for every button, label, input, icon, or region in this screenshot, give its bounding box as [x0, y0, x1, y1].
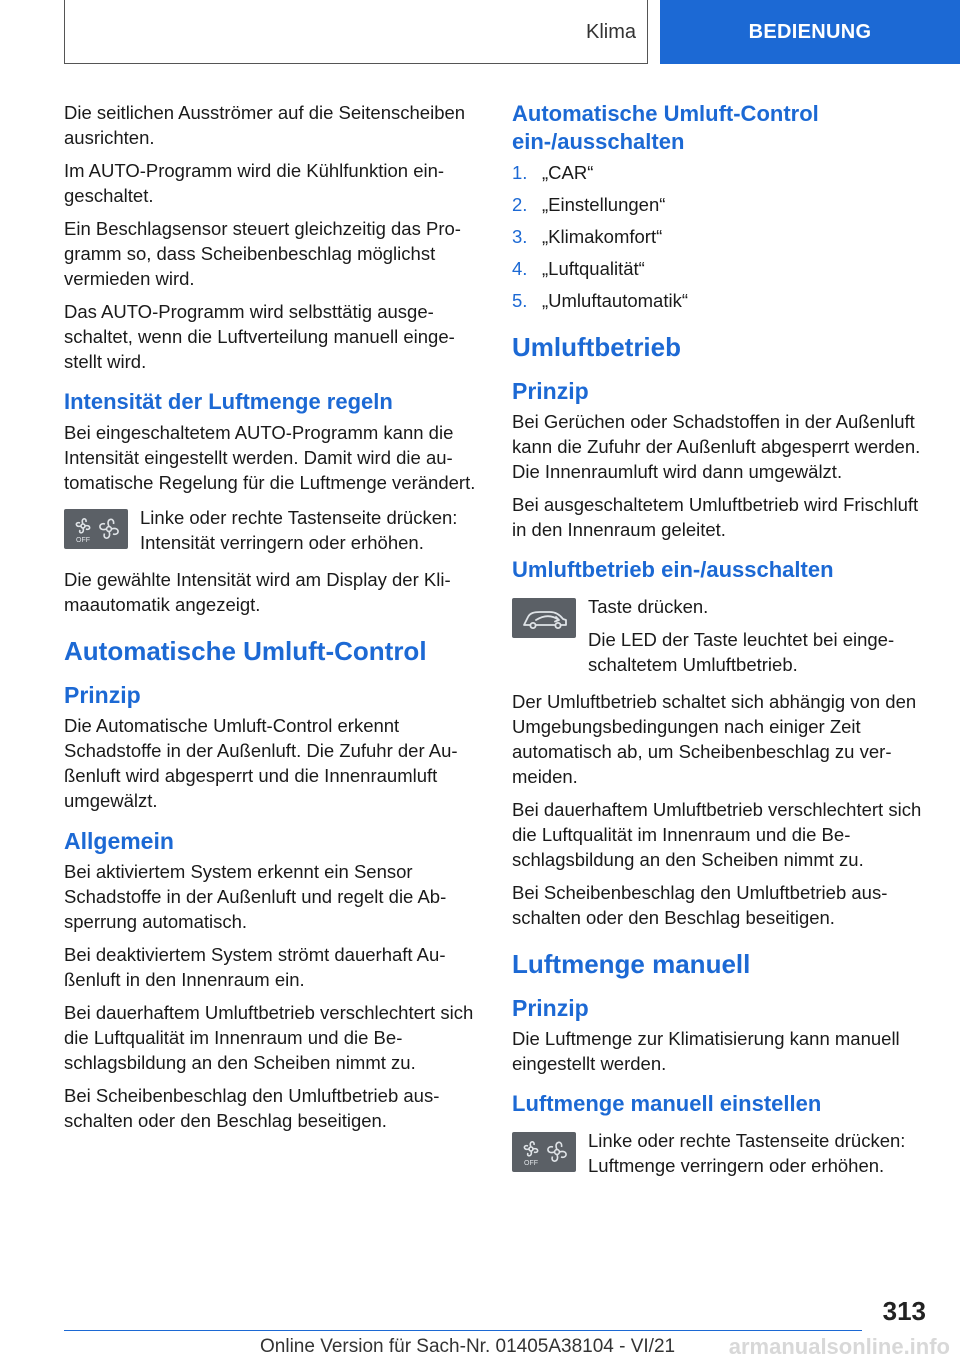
- left-column: [64, 100, 476, 1141]
- footer-divider: [64, 1330, 862, 1331]
- right-column: [512, 100, 924, 1190]
- heading-umluftbetrieb: Umluftbetrieb: [512, 332, 681, 362]
- paragraph: Bei Gerüchen oder Schadstoffen in der Außenluft kann die Zufuhr der Außenluft abgesperrt werden. Die Innenraumluft wird dann umgewälzt.: [512, 411, 921, 482]
- fan-instruction: [64, 505, 476, 555]
- heading-auc: Automatische Umluft-Control: [64, 636, 427, 666]
- paragraph: Bei dauerhaftem Umluftbetrieb verschlechtert sich die Luftqualität im Innenraum und die Beschlagsbildung an den Scheiben nimmt zu.: [64, 1002, 474, 1073]
- paragraph: Die gewählte Intensität wird am Display der Klimaautomatik angezeigt.: [64, 569, 451, 615]
- paragraph: Die seitlichen Ausströmer auf die Seitenscheiben ausrichten.: [64, 102, 466, 148]
- list-item: 4. „Luftqualität“: [512, 258, 645, 279]
- paragraph: Bei dauerhaftem Umluftbetrieb verschlechtert sich die Luftqualität im Innenraum und die Beschlagsbildung an den Scheiben nimmt zu.: [512, 799, 922, 870]
- paragraph: Bei eingeschaltetem AUTO-Programm kann die Intensität eingestellt werden. Damit wird die automatische Regelung für die Luftmenge verändert.: [64, 422, 476, 493]
- instruction-text: Linke oder rechte Tastenseite drücken: Intensität verringern oder erhöhen.: [140, 507, 458, 553]
- paragraph: Bei Scheibenbeschlag den Umluftbetrieb ausschalten oder den Beschlag beseitigen.: [512, 882, 888, 928]
- instruction-text: Taste drücken.: [588, 596, 709, 617]
- fan-intensity-icon: [64, 509, 128, 549]
- recirculation-instruction: [512, 594, 924, 677]
- heading-prinzip: Prinzip: [512, 995, 589, 1021]
- steps-list: [512, 160, 924, 313]
- recirculation-icon: [512, 598, 576, 638]
- page-number: 313: [882, 1296, 926, 1326]
- fan-instruction: [512, 1128, 924, 1178]
- instruction-text: Die LED der Taste leuchtet bei eingeschaltetem Umluftbetrieb.: [588, 629, 895, 675]
- list-item: 1. „CAR“: [512, 162, 594, 183]
- paragraph: Die Luftmenge zur Klimatisierung kann manuell eingestellt werden.: [512, 1028, 900, 1074]
- paragraph: Ein Beschlagsensor steuert gleichzeitig das Programm so, dass Scheibenbeschlag möglichst vermieden wird.: [64, 218, 461, 289]
- paragraph: Im AUTO-Programm wird die Kühlfunktion eingeschaltet.: [64, 160, 445, 206]
- heading-auc-toggle: Automatische Umluft-Control ein-/ausschalten: [512, 101, 819, 154]
- footer-online-version: Online Version für Sach-Nr. 01405A38104 - VI/21: [260, 1336, 676, 1357]
- heading-intensity: Intensität der Luftmenge regeln: [64, 389, 393, 414]
- paragraph: Bei aktiviertem System erkennt ein Sensor Schadstoffe in der Außenluft und regelt die Absperrung automatisch.: [64, 861, 447, 932]
- fan-off-label: OFF: [76, 537, 90, 544]
- heading-luftmenge: Luftmenge manuell: [512, 949, 751, 979]
- paragraph: Bei Scheibenbeschlag den Umluftbetrieb ausschalten oder den Beschlag beseitigen.: [64, 1085, 440, 1131]
- paragraph: Das AUTO-Programm wird selbsttätig ausgeschaltet, wenn die Luftverteilung manuell eingestellt wird.: [64, 301, 455, 372]
- fan-intensity-icon: [512, 1132, 576, 1172]
- section-title: Klima: [585, 20, 636, 43]
- paragraph: Die Automatische Umluft-Control erkennt Schadstoffe in der Außenluft. Die Zufuhr der Außenluft wird abgesperrt und die Innenraumluft umgewälzt.: [64, 715, 458, 811]
- list-item: 2. „Einstellungen“: [512, 194, 666, 215]
- heading-allgemein: Allgemein: [64, 828, 174, 854]
- heading-prinzip: Prinzip: [512, 378, 589, 404]
- fan-off-label: OFF: [524, 1160, 538, 1167]
- watermark: armanualsonline.info: [728, 1334, 950, 1359]
- paragraph: Bei deaktiviertem System strömt dauerhaft Außenluft in den Innenraum ein.: [64, 944, 446, 990]
- paragraph: Der Umluftbetrieb schaltet sich abhängig von den Umgebungsbedingungen nach einiger Zeit automatisch ab, um Scheibenbeschlag zu vermeiden.: [512, 691, 917, 787]
- list-item: 5. „Umluftautomatik“: [512, 290, 688, 311]
- paragraph: Bei ausgeschaltetem Umluftbetrieb wird Frischluft in den Innenraum geleitet.: [512, 494, 919, 540]
- heading-umluft-toggle: Umluftbetrieb ein-/ausschalten: [512, 557, 834, 582]
- chapter-tab[interactable]: BEDIENUNG: [660, 0, 960, 64]
- list-item: 3. „Klimakomfort“: [512, 226, 663, 247]
- heading-prinzip: Prinzip: [64, 682, 141, 708]
- heading-luftmenge-set: Luftmenge manuell einstellen: [512, 1091, 822, 1116]
- instruction-text: Linke oder rechte Tastenseite drücken: Luftmenge verringern oder erhöhen.: [588, 1130, 906, 1176]
